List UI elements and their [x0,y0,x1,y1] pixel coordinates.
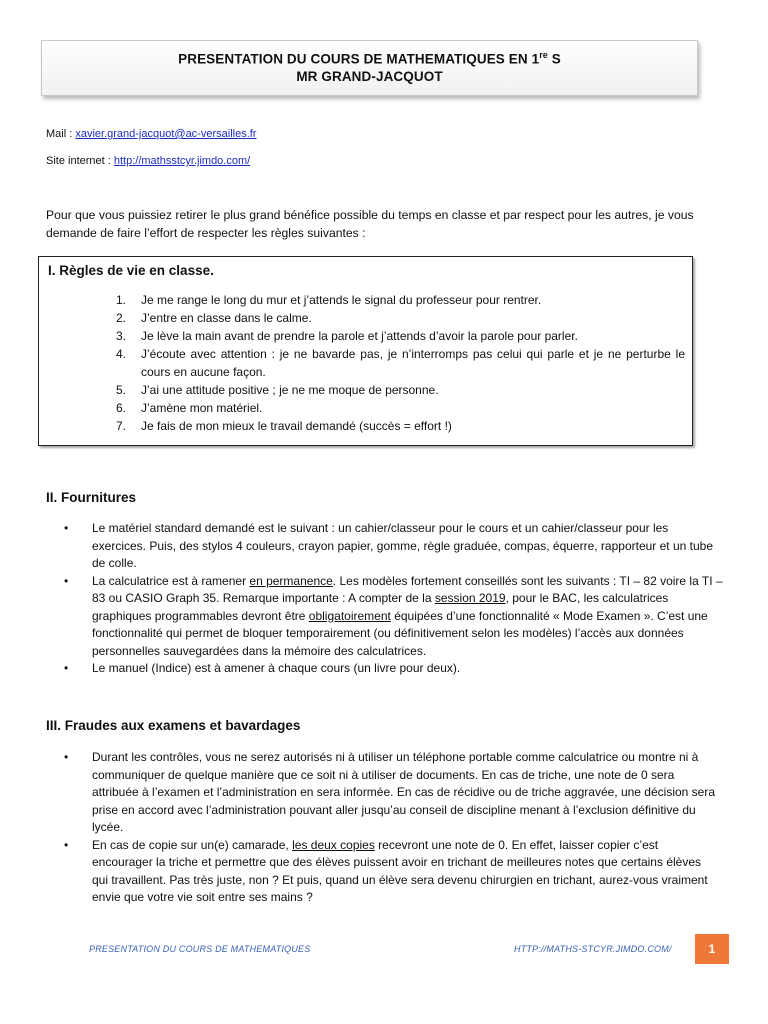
bullet-icon: • [64,837,69,852]
bullet-icon: • [64,521,69,535]
teacher-name: MR GRAND-JACQUOT [296,68,443,84]
bullet-icon: • [64,750,69,764]
list-item: • Durant les contrôles, vous ne serez autorisés ni à utiliser un téléphone portable comme calculatrice ou montre ni à communiquer de quelque manière que ce soit ni à utiliser de documents. En cas de triche, une note de 0 sera attribuée à l’examen et l’administration en sera informée. En cas de récidive ou de triche aggravée, une décision sera prise en accord avec l’administration pouvant aller jusqu’au conseil de discipline menant à l’exclusion définitive du lycée. [64,750,716,834]
footer-url: HTTP://MATHS-STCYR.JIMDO.COM/ [514,944,672,954]
rules-title: I. Règles de vie en classe. [48,263,214,278]
list-item: 7. Je fais de mon mieux le travail demandé (succès = effort !) [116,419,452,433]
mail-label: Mail : [46,128,76,140]
list-item: 3. Je lève la main avant de prendre la parole et j’attends d’avoir la parole pour parler. [116,329,578,343]
mail-row [46,128,256,140]
list-item: 6. J’amène mon matériel. [116,401,263,415]
list-item: • En cas de copie sur un(e) camarade, les deux copies recevront une note de 0. En effet, laisser copier c’est encourager la triche et permettre que des élèves puissent avoir en trichant de meilleures notes que certains élèves qui travaillent. Pas très juste, non ? Et puis, quand un élève sera devenu chirurgien en trichant, aurez-vous vraiment envie que votre vie soit entre ses mains ? [64,837,708,904]
rules-list [103,291,685,435]
site-link[interactable]: http://mathsstcyr.jimdo.com/ [113,155,251,167]
list-item: 2. J’entre en classe dans le calme. [116,311,312,325]
list-item: 4. J’écoute avec attention : je ne bavarde pas, je n’interromps pas celui qui parle et je ne perturbe le cours en aucune façon. [116,347,685,379]
site-label: Site internet : [46,155,114,167]
site-row [46,155,250,167]
list-item: 5. J’ai une attitude positive ; je ne me moque de personne. [116,383,439,397]
fraudes-title: III. Fraudes aux examens et bavardages [46,718,301,733]
mail-link[interactable]: xavier.grand-jacquot@ac-versailles.fr [75,128,257,140]
document-title: PRESENTATION DU COURS DE MATHEMATIQUES EN 1re S [178,50,561,67]
list-item: • La calculatrice est à ramener en permanence. Les modèles fortement conseillés sont les suivants : TI – 82 voire la TI – 83 ou CASIO Graph 35. Remarque importante : A compter de la session 2019, pour le BAC, les calculatrices graphiques programmables devront être obligatoirement équipées d’une fonctionnalité « Mode Examen ». C’est une fonctionnalité qui permet de bloquer temporairement (ou définitivement selon les modèles) l’accès aux données personnelles sauvegardées dans la mémoire des calculatrices. [64,573,723,658]
fraudes-list [64,749,720,907]
fournitures-title: II. Fournitures [46,490,137,505]
list-item: • Le manuel (Indice) est à amener à chaque cours (un livre pour deux). [64,660,724,678]
rules-box [38,256,693,446]
bullet-icon: • [64,573,69,588]
title-box [41,40,698,96]
list-item: 1. Je me range le long du mur et j’attends le signal du professeur pour rentrer. [116,293,542,307]
page-number: 1 [695,934,729,964]
intro-paragraph: Pour que vous puissiez retirer le plus grand bénéfice possible du temps en classe et par respect pour les autres, je vous demande de faire l’effort de respecter les règles suivantes : [46,208,694,240]
list-item: • Le matériel standard demandé est le suivant : un cahier/classeur pour le cours et un cahier/classeur pour les exercices. Puis, des stylos 4 couleurs, crayon papier, gomme, règle graduée, compas, équerre, rapporteur et un tube de colle. [64,521,713,570]
bullet-icon: • [64,661,69,675]
footer-title: PRESENTATION DU COURS DE MATHEMATIQUES [89,944,311,954]
fournitures-list [64,520,724,678]
